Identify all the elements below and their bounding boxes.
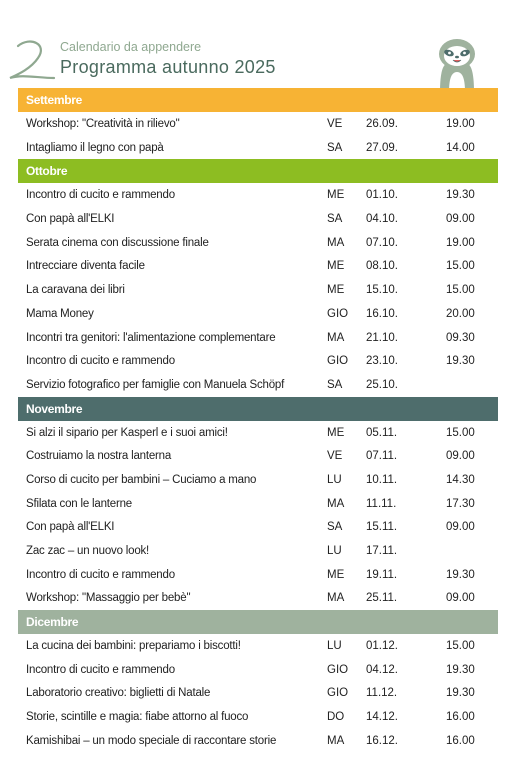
event-title: Serata cinema con discussione finale (26, 236, 209, 249)
event-day: VE (327, 450, 343, 463)
table-row (18, 373, 498, 397)
event-time: 19.30 (446, 687, 475, 700)
table-row (18, 634, 498, 658)
event-day: GIO (327, 355, 349, 368)
event-time: 09.00 (446, 213, 475, 226)
event-time: 15.00 (446, 426, 475, 439)
event-day: MA (327, 592, 345, 605)
event-time: 16.00 (446, 711, 475, 724)
event-date: 07.11. (366, 450, 398, 463)
event-day: MA (327, 734, 345, 747)
table-row (18, 681, 498, 705)
event-date: 15.10. (366, 284, 398, 297)
table-row (18, 136, 498, 160)
event-time: 19.30 (446, 355, 475, 368)
event-date: 10.11. (366, 473, 398, 486)
event-date: 01.10. (366, 189, 398, 202)
event-date: 16.12. (366, 734, 398, 747)
event-time: 19.00 (446, 236, 475, 249)
event-day: LU (327, 545, 342, 557)
event-time: 09.00 (446, 521, 475, 534)
event-time: 15.00 (446, 260, 475, 273)
event-day: ME (327, 260, 345, 273)
event-date: 25.10. (366, 378, 398, 391)
table-row (18, 183, 498, 207)
page-header (0, 0, 523, 90)
table-row (18, 421, 498, 445)
event-time: 19.00 (446, 118, 475, 130)
event-time: 19.30 (446, 568, 475, 581)
table-row (18, 349, 498, 373)
event-day: LU (327, 640, 342, 653)
event-title: Corso di cucito per bambini – Cuciamo a mano (26, 473, 257, 486)
event-title: Incontro di cucito e rammendo (26, 568, 175, 581)
event-day: ME (327, 284, 345, 297)
event-title: Intagliamo il legno con papà (26, 141, 164, 154)
table-row (18, 112, 498, 136)
table-row (18, 729, 498, 753)
event-title: Con papà all'ELKI (26, 521, 115, 534)
event-time: 09.00 (446, 450, 475, 463)
event-title: Workshop: "Creatività in rilievo" (26, 118, 180, 130)
schedule-table (18, 88, 498, 753)
event-day: GIO (327, 307, 349, 320)
table-row (18, 658, 498, 682)
section-header-ottobre: Ottobre (18, 159, 498, 183)
table-row (18, 468, 498, 492)
table-row (18, 586, 498, 610)
table-row (18, 444, 498, 468)
event-time: 09.00 (446, 592, 475, 605)
event-time: 14.00 (446, 141, 475, 154)
event-title: Incontro di cucito e rammendo (26, 355, 175, 368)
event-day: SA (327, 213, 343, 226)
event-date: 17.11. (366, 545, 398, 557)
event-title: Servizio fotografico per famiglie con Manuela Schöpf (26, 378, 285, 391)
event-day: GIO (327, 687, 349, 700)
event-day: ME (327, 189, 345, 202)
sloth-mascot-icon (434, 36, 480, 92)
event-title: Workshop: "Massaggio per bebè" (26, 592, 191, 605)
event-date: 25.11. (366, 592, 398, 605)
page-subtitle: Calendario da appendere (60, 40, 202, 54)
section-header-dicembre: Dicembre (18, 610, 498, 634)
event-time: 16.00 (446, 734, 475, 747)
event-day: SA (327, 378, 343, 391)
event-day: LU (327, 473, 342, 486)
event-day: MA (327, 236, 345, 249)
event-title: Incontri tra genitori: l'alimentazione complementare (26, 331, 276, 344)
event-day: SA (327, 521, 343, 534)
event-title: Incontro di cucito e rammendo (26, 663, 175, 676)
event-time: 09.30 (446, 331, 475, 344)
table-row (18, 492, 498, 516)
event-title: La caravana dei libri (26, 284, 125, 297)
event-date: 14.12. (366, 711, 398, 724)
table-row (18, 326, 498, 350)
event-title: Zac zac – un nuovo look! (26, 545, 150, 557)
event-date: 15.11. (366, 521, 398, 534)
event-title: Storie, scintille e magia: fiabe attorno al fuoco (26, 711, 249, 724)
event-day: VE (327, 118, 343, 130)
event-date: 23.10. (366, 355, 398, 368)
event-day: DO (327, 711, 345, 724)
event-title: Con papà all'ELKI (26, 213, 115, 226)
table-row (18, 278, 498, 302)
event-date: 27.09. (366, 141, 398, 154)
table-row (18, 207, 498, 231)
event-time: 19.30 (446, 663, 475, 676)
table-row (18, 539, 498, 563)
table-row (18, 254, 498, 278)
event-title: Sfilata con le lanterne (26, 497, 132, 510)
event-title: Costruiamo la nostra lanterna (26, 450, 172, 463)
event-date: 01.12. (366, 640, 398, 653)
event-date: 05.11. (366, 426, 398, 439)
event-date: 08.10. (366, 260, 398, 273)
table-row (18, 515, 498, 539)
event-time: 15.00 (446, 284, 475, 297)
event-date: 07.10. (366, 236, 398, 249)
event-time: 17.30 (446, 497, 475, 510)
table-row (18, 563, 498, 587)
swirl-logo-icon (8, 38, 58, 82)
event-day: ME (327, 426, 345, 439)
event-day: MA (327, 331, 345, 344)
event-title: Mama Money (26, 307, 94, 320)
event-day: SA (327, 141, 343, 154)
event-time: 14.30 (446, 473, 475, 486)
event-date: 19.11. (366, 568, 398, 581)
table-row (18, 705, 498, 729)
event-date: 26.09. (366, 118, 398, 130)
section-header-settembre: Settembre (18, 88, 498, 112)
table-row (18, 231, 498, 255)
event-title: Incontro di cucito e rammendo (26, 189, 175, 202)
section-header-novembre: Novembre (18, 397, 498, 421)
event-day: ME (327, 568, 345, 581)
event-day: GIO (327, 663, 349, 676)
event-title: Kamishibai – un modo speciale di raccontare storie (26, 734, 277, 747)
event-title: Laboratorio creativo: biglietti di Natale (26, 687, 211, 700)
page-title: Programma autunno 2025 (60, 57, 276, 77)
event-title: Si alzi il sipario per Kasperl e i suoi amici! (26, 426, 228, 439)
event-time: 19.30 (446, 189, 475, 202)
event-title: La cucina dei bambini: prepariamo i biscotti! (26, 640, 241, 653)
event-time: 20.00 (446, 307, 475, 320)
event-date: 21.10. (366, 331, 398, 344)
event-date: 04.12. (366, 663, 398, 676)
event-date: 11.12. (366, 687, 398, 700)
event-title: Intrecciare diventa facile (26, 260, 145, 273)
event-date: 16.10. (366, 307, 398, 320)
event-date: 04.10. (366, 213, 398, 226)
table-row (18, 302, 498, 326)
event-time: 15.00 (446, 640, 475, 653)
event-date: 11.11. (366, 497, 397, 510)
event-day: MA (327, 497, 345, 510)
